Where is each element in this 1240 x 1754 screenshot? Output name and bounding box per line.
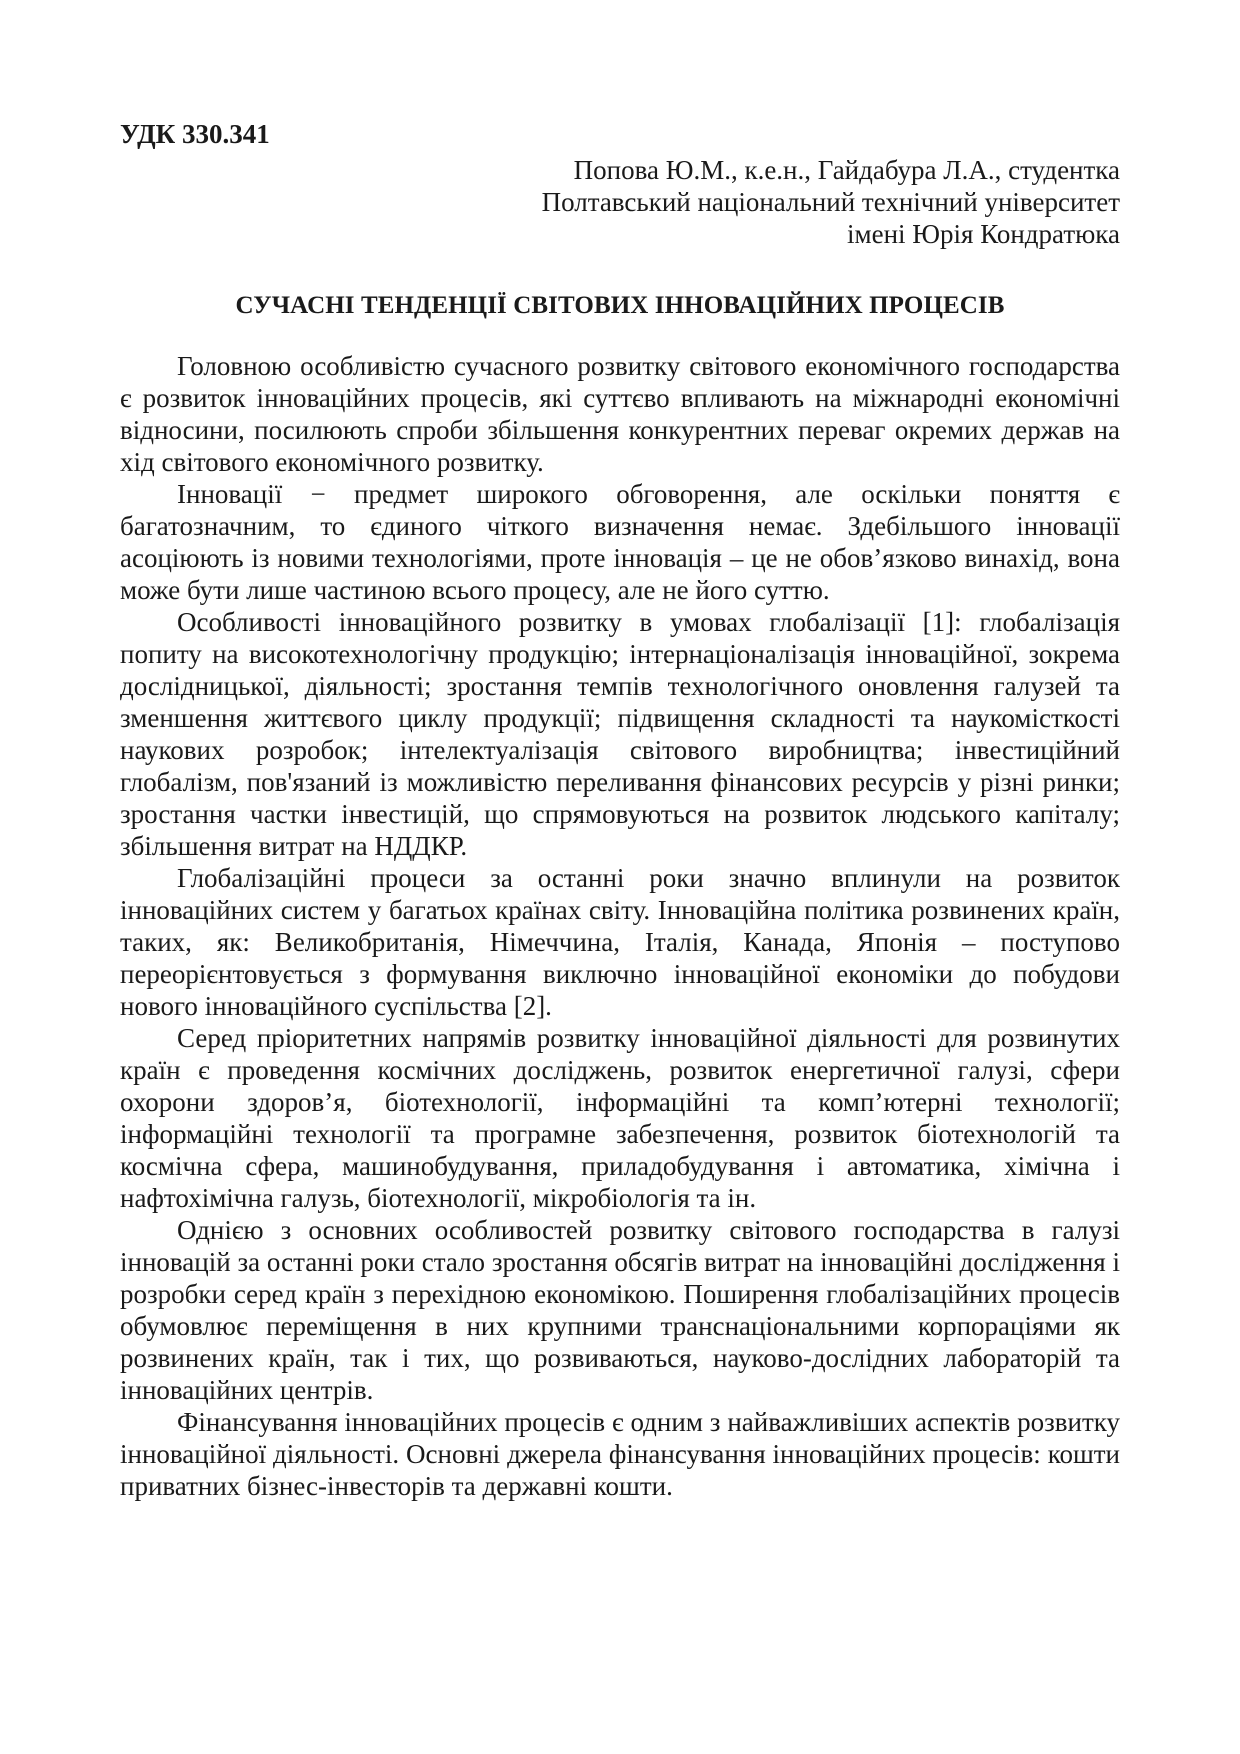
paragraph: Глобалізаційні процеси за останні роки значно вплинули на розвиток інноваційних систем у багатьох країнах світу. Інноваційна політика розвинених країн, таких, як: Великобританія, Німеччина, Італія, Канада, Японія – поступово переорієнтовується з формування виключно інноваційної економіки до побудови нового інноваційного суспільства [2].: [120, 863, 1120, 1021]
paragraph: Особливості інноваційного розвитку в умовах глобалізації [1]: глобалізація попиту на високотехнологічну продукцію; інтернаціоналізація інноваційної, зокрема дослідницької, діяльності; зростання темпів технологічного оновлення галузей та зменшення життєвого циклу продукції; підвищення складності та наукомісткості наукових розробок; інтелектуалізація світового виробництва; інвестиційний глобалізм, пов'язаний із можливістю переливання фінансових ресурсів у різні ринки; зростання частки інвестицій, що спрямовуються на розвиток людського капіталу; збільшення витрат на НДДКР.: [120, 607, 1120, 861]
paper-body: [120, 350, 1120, 1502]
author-block: [120, 154, 1120, 250]
paper-title: СУЧАСНІ ТЕНДЕНЦІЇ СВІТОВИХ ІННОВАЦІЙНИХ ПРОЦЕСІВ: [235, 292, 1005, 319]
paragraph: Однією з основних особливостей розвитку світового господарства в галузі інновацій за останні роки стало зростання обсягів витрат на інноваційні дослідження і розробки серед країн з перехідною економікою. Поширення глобалізаційних процесів обумовлює переміщення в них крупними транснаціональними корпораціями як розвинених країн, так і тих, що розвиваються, науково-дослідних лабораторій та інноваційних центрів.: [120, 1215, 1120, 1405]
udk-code: УДК 330.341: [120, 119, 270, 149]
affiliation-line-1: Полтавський національний технічний університет: [541, 187, 1120, 217]
document-page: [120, 118, 1120, 1502]
paragraph: Інновації − предмет широкого обговорення, але оскільки поняття є багатозначним, то єдиного чіткого визначення немає. Здебільшого інновації асоціюють із новими технологіями, проте інновація – це не обов’язково винахід, вона може бути лише частиною всього процесу, але не його суттю.: [120, 479, 1120, 605]
paragraph: Головною особливістю сучасного розвитку світового економічного господарства є розвиток інноваційних процесів, які суттєво впливають на міжнародні економічні відносини, посилюють спроби збільшення конкурентних переваг окремих держав на хід світового економічного розвитку.: [120, 351, 1120, 477]
paragraph: Серед пріоритетних напрямів розвитку інноваційної діяльності для розвинутих країн є проведення космічних досліджень, розвиток енергетичної галузі, сфери охорони здоров’я, біотехнології, інформаційні та комп’ютерні технології; інформаційні технології та програмне забезпечення, розвиток біотехнологій та космічна сфера, машинобудування, приладобудування і автоматика, хімічна і нафтохімічна галузь, біотехнології, мікробіологія та ін.: [120, 1023, 1120, 1213]
paragraph: Фінансування інноваційних процесів є одним з найважливіших аспектів розвитку інноваційної діяльності. Основні джерела фінансування інноваційних процесів: кошти приватних бізнес-інвесторів та державні кошти.: [120, 1407, 1120, 1501]
affiliation-line-2: імені Юрія Кондратюка: [847, 219, 1120, 249]
authors-line: Попова Ю.М., к.е.н., Гайдабура Л.А., студентка: [573, 155, 1120, 185]
